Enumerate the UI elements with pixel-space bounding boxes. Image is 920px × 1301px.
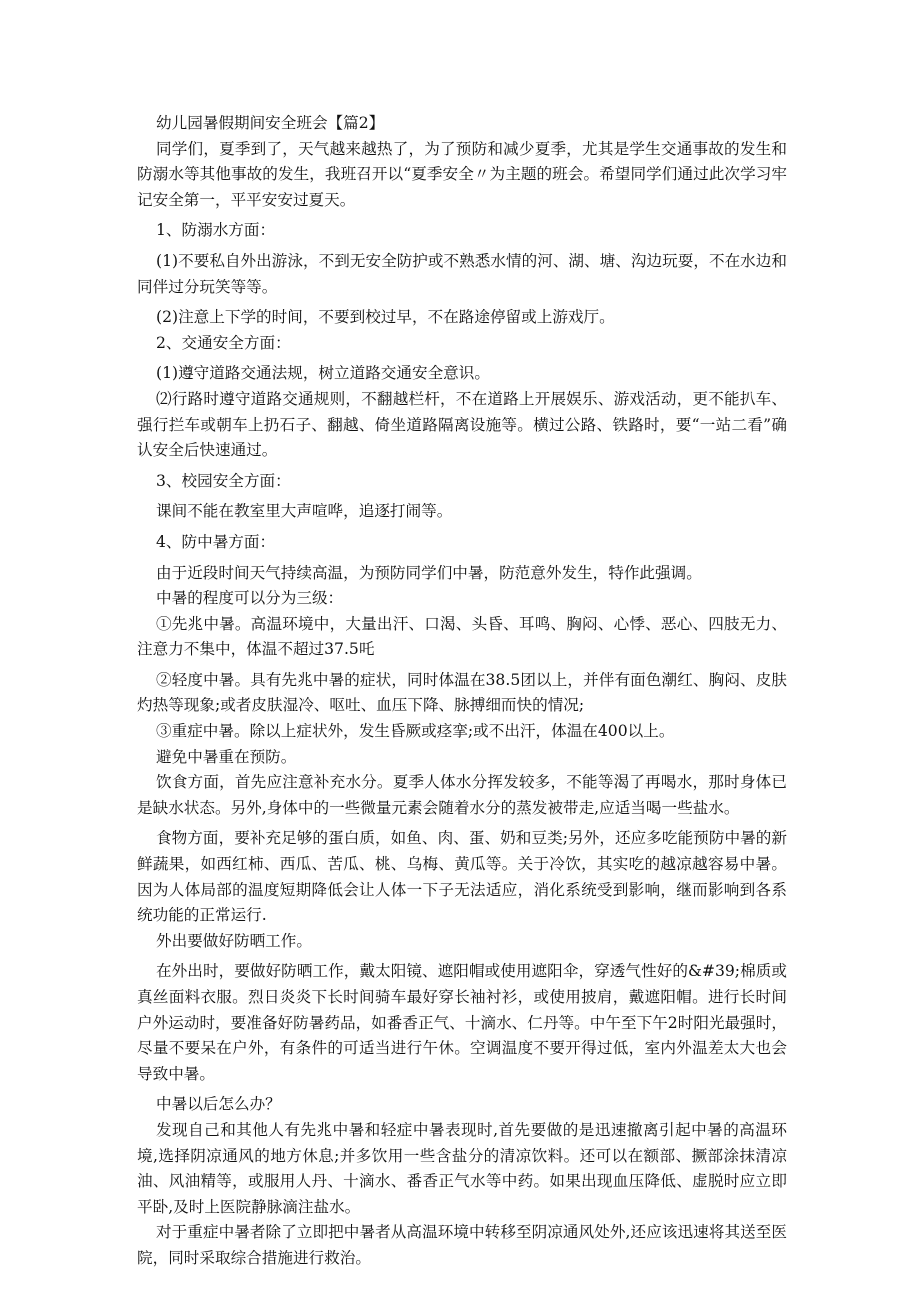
diet-paragraph: 饮食方面，首先应注意补充水分。夏季人体水分挥发较多，不能等渴了再喝水，那时身体已是缺水状态。另外,身体中的一些微量元素会随着水分的蒸发被带走,应适当喝一些盐水。 (137, 773, 787, 817)
sun-protection-heading: 外出要做好防晒工作。 (156, 931, 312, 950)
prevention-heading: 避免中暑重在预防。 (156, 747, 297, 766)
traffic-item-2: ⑵行路时遵守道路交通规则，不翻越栏杆，不在道路上开展娱乐、游戏活动，更不能扒车、强行拦车或朝车上扔石子、翻越、倚坐道路隔离设施等。横过公路、铁路时，要“一站二看”确认安全后快速通过。 (137, 389, 787, 460)
sun-protection-paragraph: 在外出时，要做好防晒工作，戴太阳镜、遮阳帽或使用遮阳伞，穿透气性好的&#39;棉质或真丝面料衣服。烈日炎炎下长时间骑车最好穿长袖衬衫，或使用披肩，戴遮阳帽。进行长时间户外运动时，要准备好防暑药品，如番香正气、十滴水、仁丹等。中午至下午2时阳光最强时，尽量不要呆在户外，有条件的可适当进行午休。空调温度不要开得过低，室内外温差太大也会导致中暑。 (137, 962, 787, 1083)
heatstroke-levels: 中暑的程度可以分为三级： (156, 589, 344, 608)
level-2-item: ②轻度中暑。具有先兆中暑的症状，同时体温在38.5团以上，并伴有面色潮红、胸闷、皮肤灼热等现象;或者皮肤湿冷、呕吐、血压下降、脉搏细而快的情况; (137, 670, 787, 715)
section-heading-drowning: 1、防溺水方面： (156, 221, 276, 240)
heatstroke-intro: 由于近段时间天气持续高温，为预防同学们中暑，防范意外发生，特作此强调。 (156, 563, 702, 582)
section-heading-traffic: 2、交通安全方面： (156, 333, 291, 352)
drowning-item-1: (1)不要私自外出游泳，不到无安全防护或不熟悉水情的河、湖、塘、沟边玩耍，不在水边和同伴过分玩笑等等。 (137, 251, 787, 296)
traffic-item-1: (1)遵守道路交通法规，树立道路交通安全意识。 (156, 364, 490, 383)
food-paragraph: 食物方面，要补充足够的蛋白质，如鱼、肉、蛋、奶和豆类;另外，还应多吃能预防中暑的新鲜蔬果，如西红柿、西瓜、苦瓜、桃、乌梅、黄瓜等。关于冷饮，其实吃的越凉越容易中暑。因为人体局部的温度短期降低会让人体一下子无法适应，消化系统受到影响，继而影响到各系统功能的正常运行. (137, 829, 787, 925)
level-3-item: ③重症中暑。除以上症状外，发生昏厥或痉挛;或不出汗，体温在400以上。 (156, 722, 675, 741)
drowning-item-2: (2)注意上下学的时间，不要到校过早，不在路途停留或上游戏厅。 (156, 308, 615, 327)
campus-item: 课间不能在教室里大声喧哗，追逐打闹等。 (156, 502, 453, 521)
intro-paragraph: 同学们，夏季到了，天气越来越热了，为了预防和减少夏季，尤其是学生交通事故的发生和防溺水等其他事故的发生，我班召开以“夏季安全〃为主题的班会。希望同学们通过此次学习牢记安全第一，平平安安过夏天。 (137, 139, 787, 209)
severe-case-paragraph: 对于重症中暑者除了立即把中暑者从高温环境中转移至阴凉通风处外,还应该迅速将其送至医院，同时采取综合措施进行救治。 (137, 1223, 787, 1267)
after-heatstroke-heading: 中暑以后怎么办？ (156, 1095, 281, 1114)
section-heading-heatstroke: 4、防中暑方面： (156, 532, 276, 551)
section-heading-campus: 3、校园安全方面： (156, 471, 291, 490)
document-title: 幼儿园暑假期间安全班会【篇2】 (156, 114, 385, 132)
after-heatstroke-paragraph: 发现自己和其他人有先兆中暑和轻症中暑表现时,首先要做的是迅速撤离引起中暑的高温环境,选择阴凉通风的地方休息;并多饮用一些含盐分的清凉饮料。还可以在额部、撅部涂抹清凉油、风油精等，或服用人丹、十滴水、番香正气水等中药。如果出现血压降低、虚脱时应立即平卧,及时上医院静脉滴注盐水。 (137, 1120, 787, 1216)
document-body (137, 111, 787, 1272)
level-1-item: ①先兆中暑。高温环境中，大量出汗、口渴、头昏、耳鸣、胸闷、心悸、恶心、四肢无力、注意力不集中，体温不超过37.5吒 (137, 614, 787, 659)
